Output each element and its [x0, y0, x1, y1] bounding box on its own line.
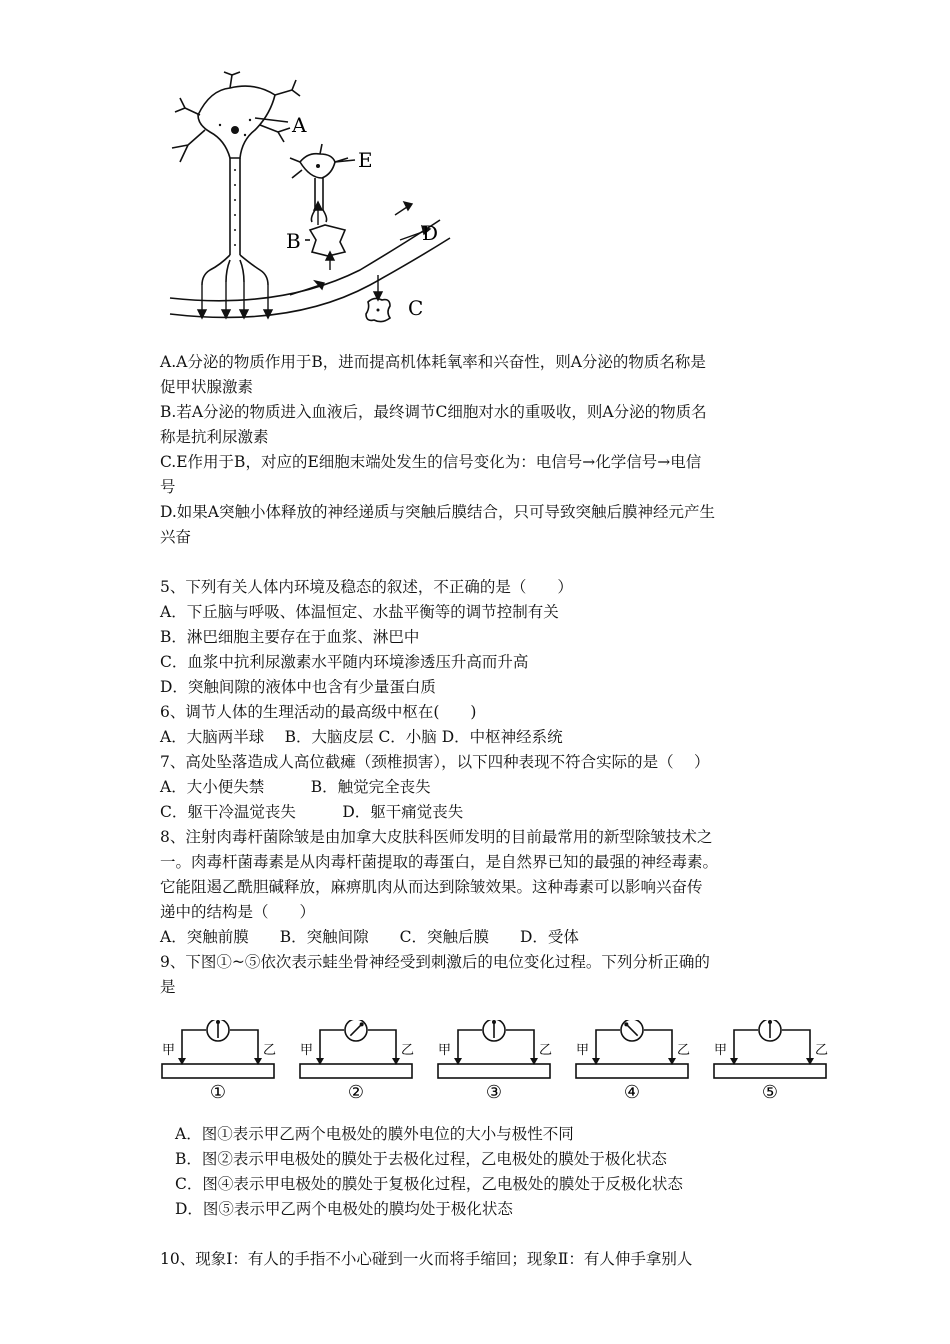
q8-stem-line1: 8、注射肉毒杆菌除皱是由加拿大皮肤科医师发明的目前最常用的新型除皱技术之: [160, 828, 713, 846]
q9-option-c: C．图④表示甲电极处的膜处于复极化过程，乙电极处的膜处于反极化状态: [175, 1175, 683, 1193]
wire-right: [368, 1030, 396, 1064]
q4-option-a-line2: 促甲状腺激素: [160, 378, 254, 396]
panel-label: ④: [623, 1082, 641, 1100]
needle-tip: [492, 1020, 496, 1024]
panel-label: ⑤: [761, 1082, 779, 1100]
wire-left: [734, 1030, 758, 1064]
electrode-panel-4: [576, 1020, 690, 1100]
electrode-label-left: 甲: [162, 1043, 176, 1058]
q5-option-a: A．下丘脑与呼吸、体温恒定、水盐平衡等的调节控制有关: [160, 603, 559, 621]
q8-options: A．突触前膜 B．突触间隙 C．突触后膜 D．受体: [160, 928, 579, 946]
needle-tip: [360, 1022, 364, 1026]
q4-option-a-line1: A.A分泌的物质作用于B，进而提高机体耗氧率和兴奋性，则A分泌的物质名称是: [160, 353, 706, 371]
electrode-label-left: 甲: [714, 1043, 728, 1058]
wire-left: [596, 1030, 620, 1064]
wire-right: [644, 1030, 672, 1064]
label-a: A: [292, 113, 307, 137]
needle-tip: [768, 1020, 772, 1024]
q4-option-d-line1: D.如果A突触小体释放的神经递质与突触后膜结合，只可导致突触后膜神经元产生: [160, 503, 715, 521]
q5-option-c: C．血浆中抗利尿激素水平随内环境渗透压升高而升高: [160, 653, 529, 671]
nerve-bar: [714, 1064, 826, 1078]
electrode-label-right: 乙: [263, 1043, 277, 1058]
label-d: D: [422, 221, 439, 245]
nerve-bar: [576, 1064, 688, 1078]
wire-right: [506, 1030, 534, 1064]
nerve-bar: [162, 1064, 274, 1078]
panel-label: ①: [209, 1082, 227, 1100]
electrode-label-left: 甲: [438, 1043, 452, 1058]
electrode-label-right: 乙: [401, 1043, 415, 1058]
q10-stem: 10、现象Ⅰ：有人的手指不小心碰到一火而将手缩回；现象Ⅱ：有人伸手拿别人: [160, 1250, 693, 1268]
electrode-diagram: [160, 1020, 840, 1100]
nerve-bar: [300, 1064, 412, 1078]
q4-option-c-line1: C.E作用于B，对应的E细胞末端处发生的信号变化为：电信号→化学信号→电信: [160, 453, 702, 471]
wire-right: [782, 1030, 810, 1064]
q7-stem: 7、高处坠落造成人高位截瘫（颈椎损害），以下四种表现不符合实际的是（ ）: [160, 753, 710, 771]
q5-option-b: B．淋巴细胞主要存在于血浆、淋巴中: [160, 628, 420, 646]
panel-label: ③: [485, 1082, 503, 1100]
q9-stem-line1: 9、下图①~⑤依次表示蛙坐骨神经受到刺激后的电位变化过程。下列分析正确的: [160, 953, 710, 971]
q6-stem: 6、调节人体的生理活动的最高级中枢在( ): [160, 703, 477, 721]
wire-left: [458, 1030, 482, 1064]
electrode-panel-3: [438, 1020, 552, 1100]
q9-option-d: D．图⑤表示甲乙两个电极处的膜均处于极化状态: [175, 1200, 513, 1218]
electrode-panel-5: [714, 1020, 828, 1100]
neuroendocrine-diagram: [160, 70, 460, 330]
label-e: E: [358, 148, 373, 172]
q7-options-row2: C．躯干冷温觉丧失 D．躯干痛觉丧失: [160, 803, 464, 821]
electrode-label-right: 乙: [677, 1043, 691, 1058]
electrode-panel-2: [300, 1020, 414, 1100]
q6-options: A．大脑两半球 B．大脑皮层 C．小脑 D．中枢神经系统: [160, 728, 563, 746]
q9-option-a: A．图①表示甲乙两个电极处的膜外电位的大小与极性不同: [175, 1125, 574, 1143]
label-c: C: [408, 296, 424, 320]
q8-stem-line2: 一。肉毒杆菌毒素是从肉毒杆菌提取的毒蛋白，是自然界已知的最强的神经毒素。: [160, 853, 719, 871]
q5-option-d: D．突触间隙的液体中也含有少量蛋白质: [160, 678, 436, 696]
wire-right: [230, 1030, 258, 1064]
nerve-bar: [438, 1064, 550, 1078]
electrode-label-left: 甲: [576, 1043, 590, 1058]
q9-stem-line2: 是: [160, 978, 176, 996]
q4-option-d-line2: 兴奋: [160, 528, 192, 546]
q5-stem: 5、下列有关人体内环境及稳态的叙述，不正确的是（ ）: [160, 578, 573, 596]
needle-tip: [216, 1020, 220, 1024]
electrode-label-right: 乙: [815, 1043, 829, 1058]
needle-tip: [624, 1022, 628, 1026]
q9-option-b: B．图②表示甲电极处的膜处于去极化过程，乙电极处的膜处于极化状态: [175, 1150, 667, 1168]
electrode-label-left: 甲: [300, 1043, 314, 1058]
q7-options-row1: A．大小便失禁 B．触觉完全丧失: [160, 778, 431, 796]
wire-left: [320, 1030, 344, 1064]
electrode-panel-1: [162, 1020, 276, 1100]
q8-stem-line3: 它能阻遏乙酰胆碱释放，麻痹肌肉从而达到除皱效果。这种毒素可以影响兴奋传: [160, 878, 703, 896]
panel-label: ②: [347, 1082, 365, 1100]
wire-left: [182, 1030, 206, 1064]
label-b: B: [286, 229, 301, 253]
q4-option-c-line2: 号: [160, 478, 176, 496]
q4-option-b-line2: 称是抗利尿激素: [160, 428, 269, 446]
electrode-label-right: 乙: [539, 1043, 553, 1058]
q4-option-b-line1: B.若A分泌的物质进入血液后，最终调节C细胞对水的重吸收，则A分泌的物质名: [160, 403, 707, 421]
q8-stem-line4: 递中的结构是（ ）: [160, 903, 316, 921]
